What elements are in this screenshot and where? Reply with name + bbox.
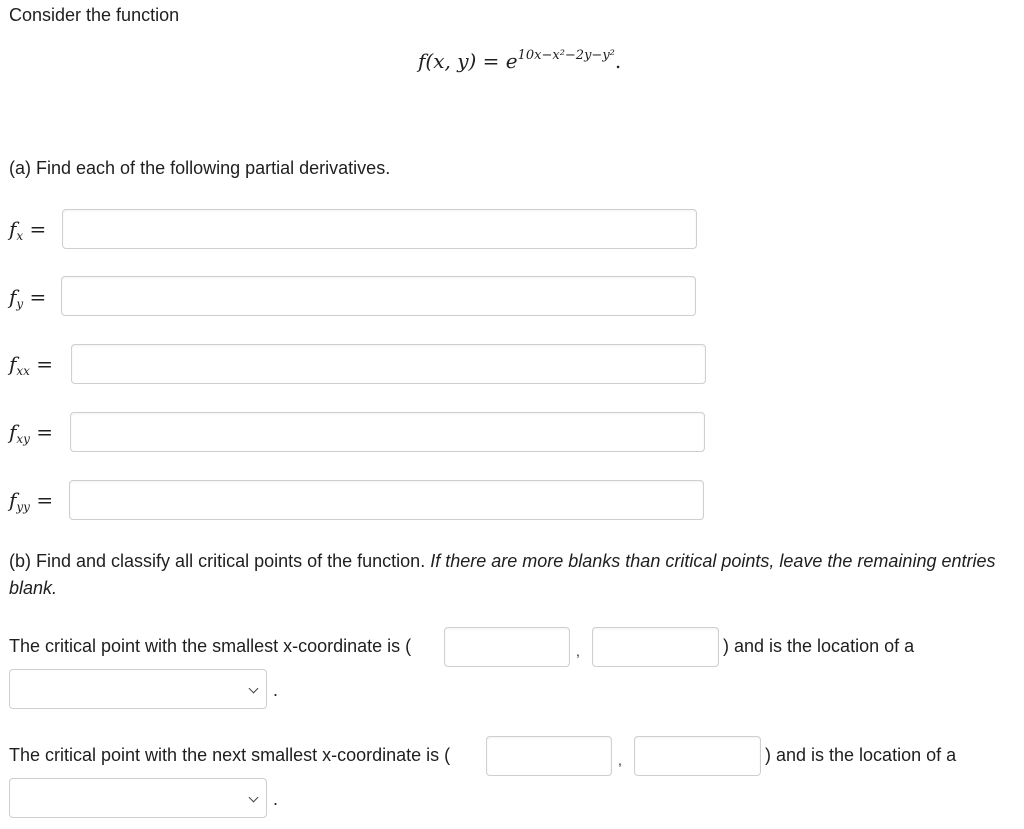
fyy-label-sub: yy [16, 500, 30, 514]
cp2-y-input[interactable] [634, 736, 761, 776]
cp1-classification-select[interactable] [9, 669, 267, 709]
fxy-label-f: f [9, 420, 17, 444]
cp1-suffix: ) and is the location of a [723, 636, 915, 656]
fx-label-f: f [9, 217, 17, 241]
function-formula [418, 48, 621, 78]
fx-label [9, 217, 46, 248]
cp2-x-input[interactable] [486, 736, 612, 776]
fy-answer-input[interactable] [61, 276, 696, 316]
fxy-label [9, 420, 53, 451]
cp2-prefix: The critical point with the next smallest x-coordinate is ( [9, 745, 451, 765]
cp1-period: . [273, 680, 279, 700]
fyy-label-eq: = [29, 488, 54, 512]
cp1-y-input[interactable] [592, 627, 719, 667]
fyy-label [9, 488, 53, 519]
cp2-period: . [273, 789, 279, 809]
intro-text: Consider the function [9, 5, 180, 25]
chevron-down-icon [249, 793, 259, 803]
fxx-label [9, 352, 53, 383]
fx-label-eq: = [23, 217, 47, 241]
part-a-heading: (a) Find each of the following partial derivatives. [9, 158, 391, 178]
fx-answer-input[interactable] [62, 209, 697, 249]
fxx-label-f: f [9, 352, 17, 376]
cp2-classification-select[interactable] [9, 778, 267, 818]
part-b-heading [9, 548, 1009, 602]
formula-period: . [614, 49, 622, 73]
fx-label-sub: x [16, 229, 24, 243]
fxy-label-sub: xy [16, 432, 30, 446]
cp1-x-input[interactable] [444, 627, 570, 667]
fxy-label-eq: = [29, 420, 54, 444]
cp1-comma: , [576, 643, 580, 659]
fyy-answer-input[interactable] [69, 480, 704, 520]
fy-label-f: f [9, 285, 17, 309]
formula-lhs: f(x, y) = e [418, 49, 518, 73]
cp2-suffix: ) and is the location of a [765, 745, 957, 765]
part-b-question: (b) Find and classify all critical points of the function. [9, 551, 431, 571]
fxy-answer-input[interactable] [70, 412, 705, 452]
fxx-answer-input[interactable] [71, 344, 706, 384]
fxx-label-sub: xx [16, 364, 30, 378]
part-b-instruction: If there are more blanks than critical points, leave the remaining entries blank. [9, 551, 996, 598]
fxx-label-eq: = [29, 352, 54, 376]
fyy-label-f: f [9, 488, 17, 512]
fy-label [9, 285, 46, 316]
formula-exponent: 10x−x²−2y−y² [517, 48, 615, 63]
chevron-down-icon [249, 684, 259, 694]
cp1-prefix: The critical point with the smallest x-coordinate is ( [9, 636, 412, 656]
cp2-comma: , [618, 752, 622, 768]
fy-label-eq: = [23, 285, 47, 309]
fy-label-sub: y [16, 297, 24, 311]
